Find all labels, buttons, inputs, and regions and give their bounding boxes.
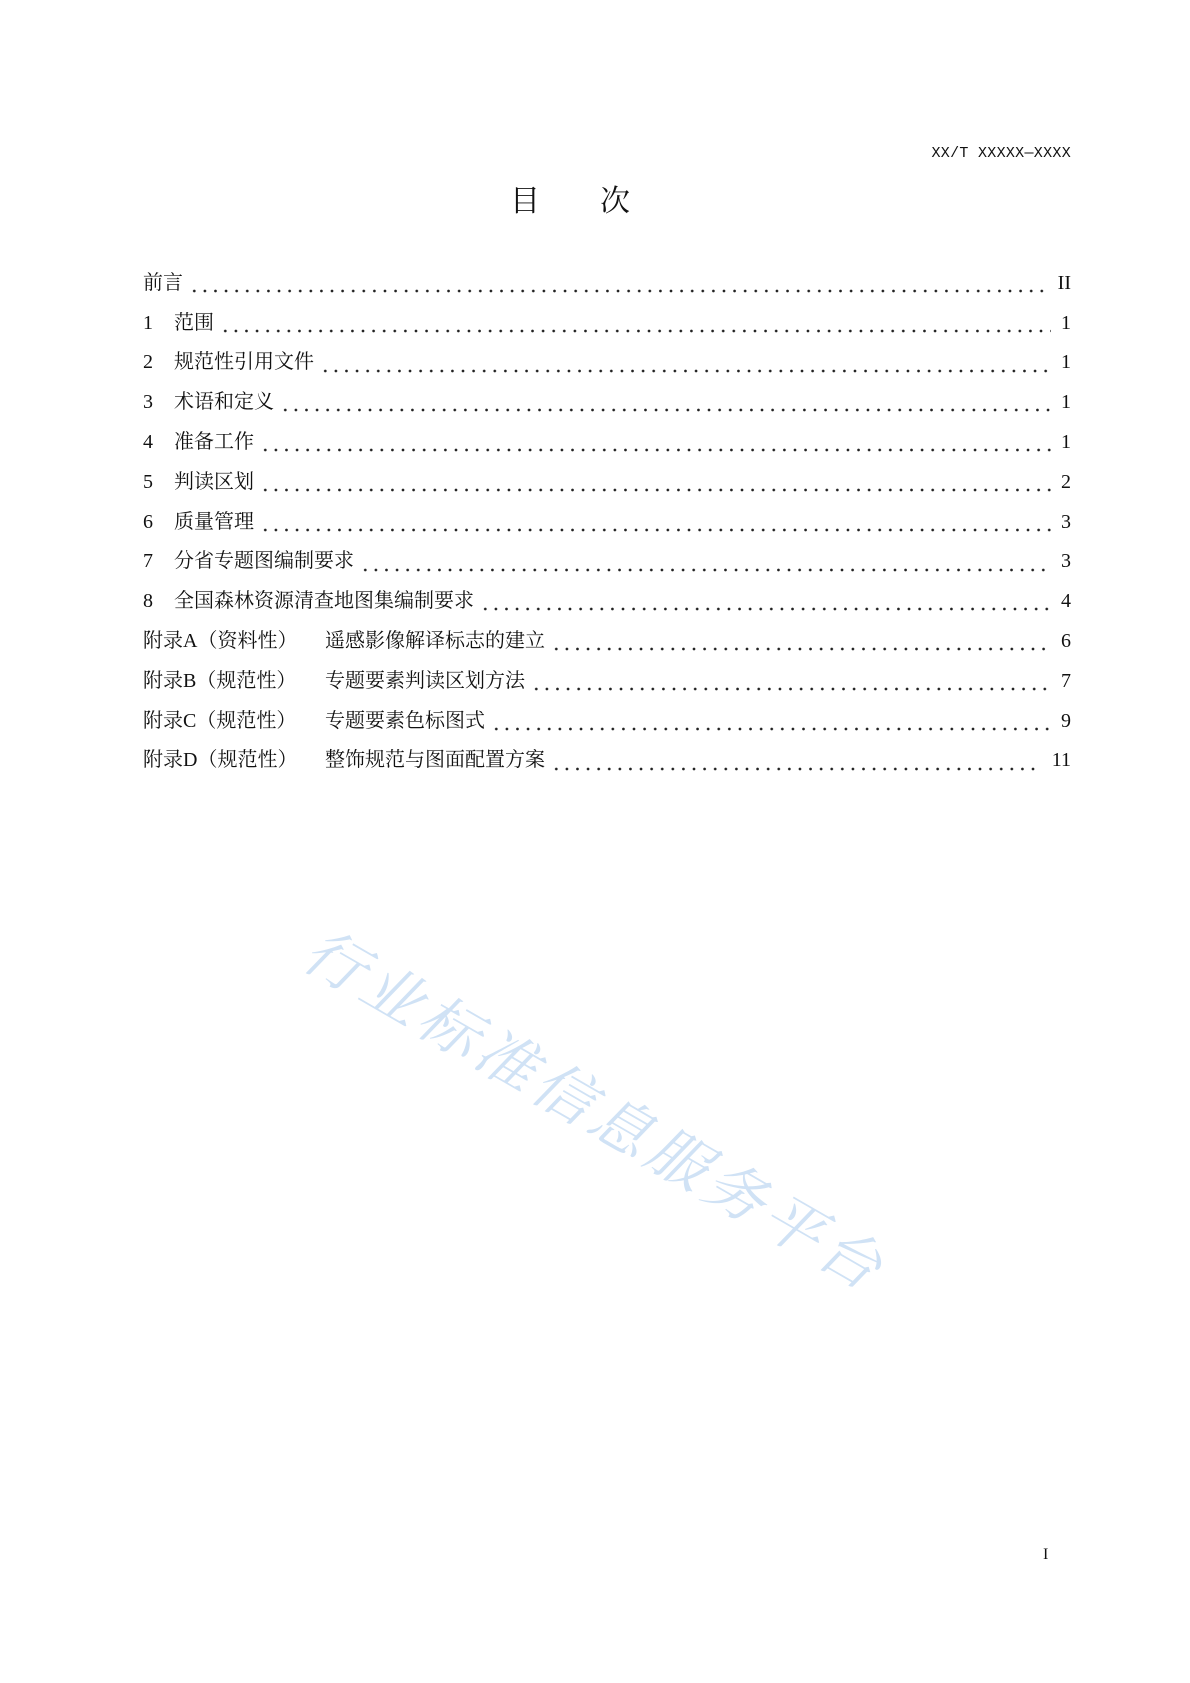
toc-section-number: 6: [143, 510, 153, 533]
toc-label: 规范性引用文件: [174, 351, 314, 374]
toc-page-number: 7: [1061, 669, 1071, 692]
toc-row-4[interactable]: [143, 422, 1071, 462]
toc-section-number: 2: [143, 351, 153, 374]
toc-page-number: 3: [1061, 550, 1071, 573]
toc-page-number: 1: [1061, 431, 1071, 454]
toc-dot-leader: [480, 581, 1051, 621]
toc-page-number: 6: [1061, 630, 1071, 653]
toc-appendix-prefix: 附录A（资料性）: [143, 630, 298, 653]
toc-label: 专题要素判读区划方法: [325, 669, 525, 692]
toc-row-7[interactable]: [143, 542, 1071, 582]
toc-label: 范围: [174, 311, 214, 334]
toc-section-number: 5: [143, 470, 153, 493]
toc-row-appendix-c[interactable]: [143, 701, 1071, 741]
toc-row-8[interactable]: [143, 581, 1071, 621]
toc-row-2[interactable]: [143, 343, 1071, 383]
toc-row-6[interactable]: [143, 502, 1071, 542]
toc-page-number: 1: [1061, 351, 1071, 374]
toc-page-number: 1: [1061, 391, 1071, 414]
toc-row-appendix-b[interactable]: [143, 661, 1071, 701]
watermark: 行业标准信息服务平台: [291, 916, 898, 1307]
toc-label: 专题要素色标图式: [325, 709, 485, 732]
toc-dot-leader: [280, 382, 1051, 422]
toc-row-1[interactable]: [143, 303, 1071, 343]
toc-label: 遥感影像解译标志的建立: [325, 630, 545, 653]
toc-page-number: 1: [1061, 311, 1071, 334]
toc-label: 准备工作: [174, 431, 254, 454]
toc-row-3[interactable]: [143, 382, 1071, 422]
toc-label: 判读区划: [174, 470, 254, 493]
toc-appendix-prefix: 附录D（规范性）: [143, 749, 298, 772]
toc-page-number: 3: [1061, 510, 1071, 533]
toc-dot-leader: [220, 303, 1051, 343]
toc-dot-leader: [551, 621, 1051, 661]
toc-appendix-prefix: 附录B（规范性）: [143, 669, 297, 692]
toc-row-appendix-a[interactable]: [143, 621, 1071, 661]
toc-section-number: 3: [143, 391, 153, 414]
toc-section-number: 1: [143, 311, 153, 334]
toc-dot-leader: [551, 741, 1042, 781]
toc-dot-leader: [531, 661, 1051, 701]
toc-section-number: 8: [143, 590, 153, 613]
standard-code: XX/T XXXXX—XXXX: [931, 145, 1071, 162]
toc-page-number: 2: [1061, 470, 1071, 493]
toc-label: 全国森林资源清查地图集编制要求: [174, 590, 474, 613]
footer-page-number: I: [1043, 1546, 1049, 1563]
toc-page-number: 9: [1061, 709, 1071, 732]
toc-appendix-prefix: 附录C（规范性）: [143, 709, 297, 732]
toc-section-number: 4: [143, 431, 153, 454]
toc-label: 整饰规范与图面配置方案: [325, 749, 545, 772]
table-of-contents: [143, 263, 1071, 780]
toc-dot-leader: [360, 542, 1051, 582]
toc-page-number: 11: [1051, 749, 1071, 772]
toc-label: 前言: [143, 271, 183, 294]
toc-dot-leader: [260, 422, 1051, 462]
toc-label: 分省专题图编制要求: [174, 550, 354, 573]
toc-label: 术语和定义: [174, 391, 274, 414]
toc-dot-leader: [260, 502, 1051, 542]
page-title: 目 次: [510, 184, 630, 219]
toc-row-5[interactable]: [143, 462, 1071, 502]
toc-dot-leader: [189, 263, 1048, 303]
toc-label: 质量管理: [174, 510, 254, 533]
toc-page-number: II: [1057, 271, 1071, 294]
toc-section-number: 7: [143, 550, 153, 573]
toc-row-appendix-d[interactable]: [143, 741, 1071, 781]
toc-page-number: 4: [1061, 590, 1071, 613]
toc-row-foreword[interactable]: [143, 263, 1071, 303]
toc-dot-leader: [491, 701, 1051, 741]
toc-dot-leader: [320, 343, 1051, 383]
toc-dot-leader: [260, 462, 1051, 502]
